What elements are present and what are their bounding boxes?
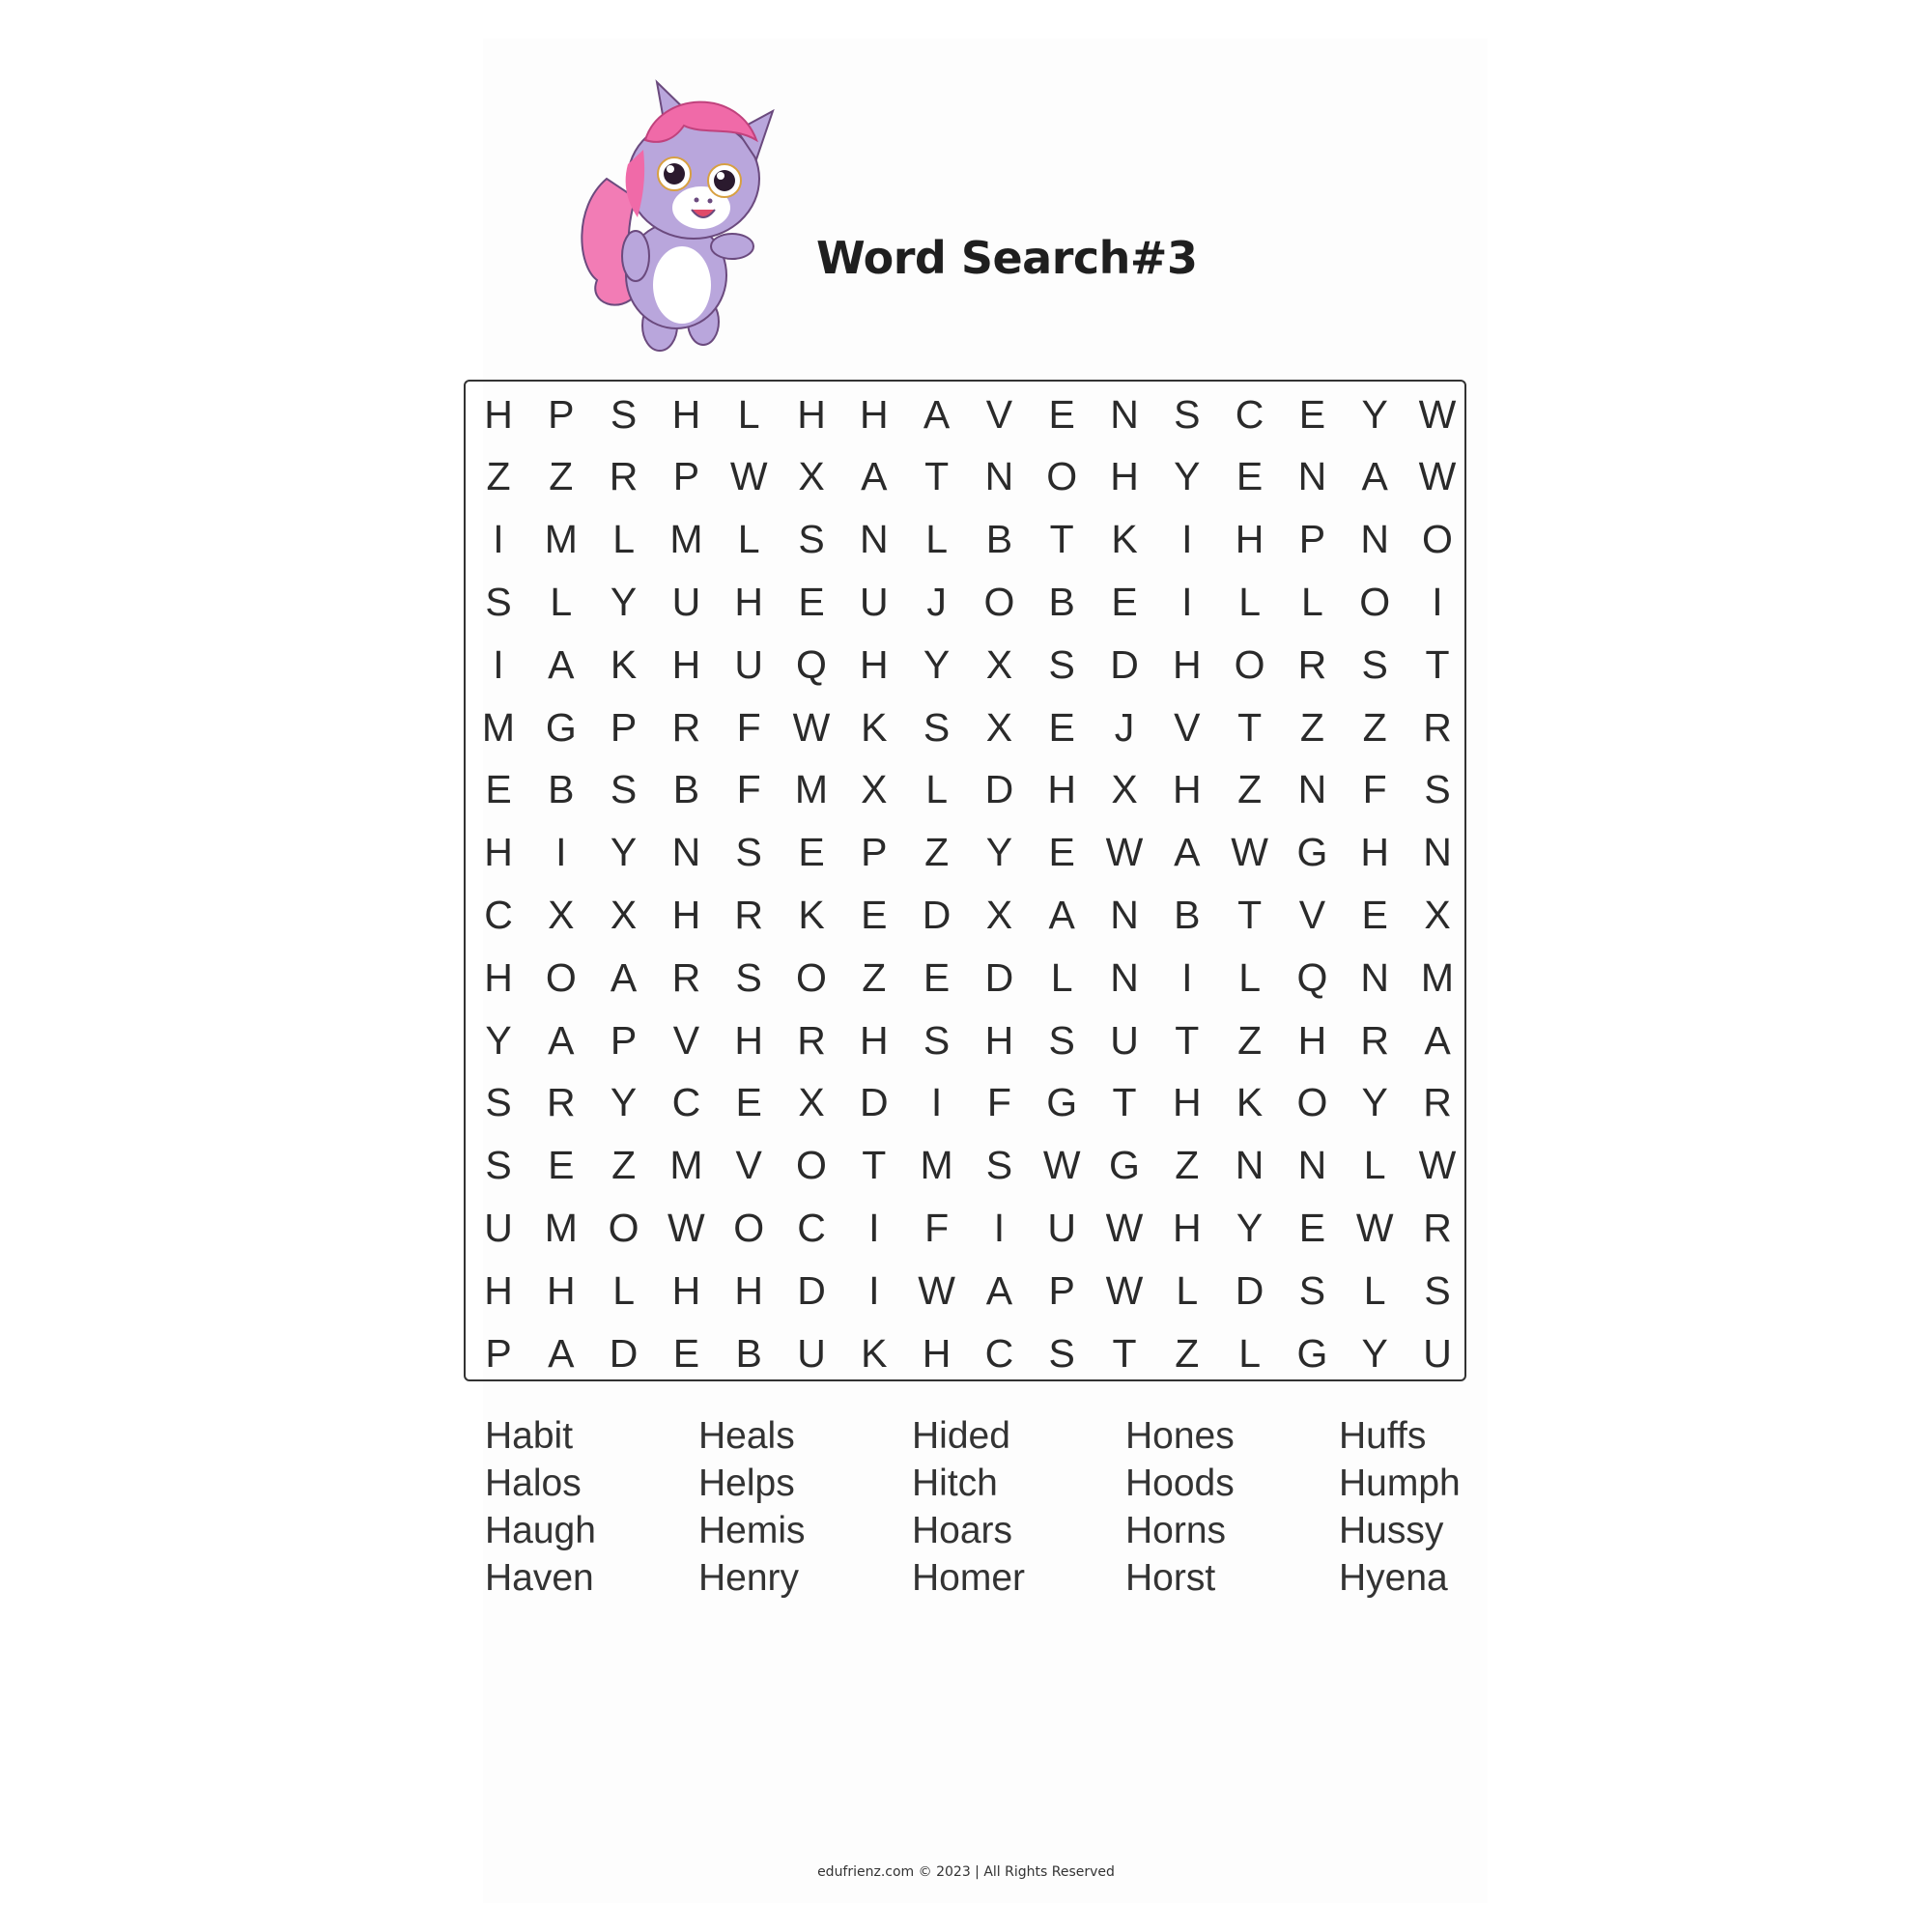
grid-letter[interactable]: L — [1300, 579, 1323, 624]
grid-letter[interactable]: H — [671, 641, 701, 687]
grid-letter[interactable]: P — [861, 830, 888, 875]
grid-letter[interactable]: J — [926, 579, 947, 624]
grid-letter[interactable]: H — [546, 1267, 576, 1313]
grid-letter[interactable]: U — [1423, 1330, 1452, 1376]
grid-letter[interactable]: N — [1297, 767, 1327, 812]
grid-letter[interactable]: W — [1105, 830, 1144, 875]
grid-letter[interactable]: Y — [1174, 454, 1201, 499]
grid-letter[interactable]: W — [668, 1205, 705, 1250]
grid-letter[interactable]: F — [1362, 767, 1387, 812]
grid-letter[interactable]: X — [1111, 767, 1138, 812]
grid-letter[interactable]: B — [672, 767, 700, 812]
grid-letter[interactable]: Q — [796, 641, 827, 687]
grid-letter[interactable]: H — [1235, 517, 1264, 562]
grid-letter[interactable]: W — [1355, 1205, 1394, 1250]
grid-letter[interactable]: R — [1423, 704, 1452, 750]
grid-letter[interactable]: E — [548, 1143, 575, 1188]
grid-letter[interactable]: B — [548, 767, 575, 812]
grid-letter[interactable]: M — [669, 517, 703, 562]
grid-letter[interactable]: K — [610, 641, 638, 687]
grid-letter[interactable]: D — [609, 1330, 639, 1376]
grid-letter[interactable]: N — [1110, 954, 1139, 1000]
grid-letter[interactable]: I — [493, 517, 504, 562]
grid-letter[interactable]: H — [671, 892, 701, 937]
grid-letter[interactable]: Z — [1175, 1143, 1200, 1188]
grid-letter[interactable]: M — [544, 517, 578, 562]
grid-letter[interactable]: O — [1422, 517, 1453, 562]
grid-letter[interactable]: H — [484, 954, 513, 1000]
grid-letter[interactable]: Q — [1296, 954, 1328, 1000]
grid-letter[interactable]: L — [1238, 579, 1261, 624]
grid-letter[interactable]: P — [672, 454, 700, 499]
grid-letter[interactable]: V — [1174, 704, 1201, 750]
grid-letter[interactable]: X — [610, 892, 638, 937]
grid-letter[interactable]: L — [925, 517, 948, 562]
grid-letter[interactable]: O — [1359, 579, 1391, 624]
grid-letter[interactable]: E — [798, 579, 825, 624]
grid-letter[interactable]: F — [986, 1080, 1011, 1125]
grid-letter[interactable]: C — [984, 1330, 1014, 1376]
grid-letter[interactable]: S — [1174, 391, 1201, 437]
grid-letter[interactable]: B — [735, 1330, 762, 1376]
copyright-footer: edufrienz.com © 2023 | All Rights Reserved — [817, 1864, 1115, 1880]
grid-letter[interactable]: I — [1181, 517, 1193, 562]
grid-letter[interactable]: V — [735, 1143, 762, 1188]
grid-letter[interactable]: E — [1298, 1205, 1326, 1250]
grid-letter[interactable]: A — [1361, 454, 1388, 499]
grid-letter[interactable]: H — [1297, 1017, 1327, 1063]
grid-letter[interactable]: E — [1048, 704, 1075, 750]
grid-letter[interactable]: L — [737, 517, 760, 562]
grid-letter[interactable]: P — [548, 391, 575, 437]
grid-letter[interactable]: Y — [610, 579, 638, 624]
grid-letter[interactable]: L — [1050, 954, 1073, 1000]
grid-letter[interactable]: Y — [485, 1017, 512, 1063]
grid-letter[interactable]: N — [859, 517, 889, 562]
grid-letter[interactable]: O — [796, 1143, 827, 1188]
grid-letter[interactable]: S — [798, 517, 825, 562]
grid-letter[interactable]: M — [794, 767, 829, 812]
grid-letter[interactable]: E — [1298, 391, 1326, 437]
grid-letter[interactable]: D — [984, 954, 1014, 1000]
word-list-item: Homer — [912, 1557, 1026, 1599]
grid-letter[interactable]: K — [1111, 517, 1138, 562]
grid-letter[interactable]: S — [923, 704, 951, 750]
grid-letter[interactable]: S — [985, 1143, 1013, 1188]
grid-letter[interactable]: T — [862, 1143, 887, 1188]
word-list-item: Habit — [485, 1415, 574, 1457]
grid-letter[interactable]: V — [672, 1017, 700, 1063]
grid-letter[interactable]: J — [1114, 704, 1135, 750]
grid-letter[interactable]: I — [868, 1205, 880, 1250]
grid-letter[interactable]: F — [924, 1205, 950, 1250]
grid-letter[interactable]: W — [1231, 830, 1268, 875]
grid-letter[interactable]: Y — [610, 830, 638, 875]
grid-letter[interactable]: A — [861, 454, 888, 499]
word-list-item: Haven — [485, 1557, 594, 1599]
word-list-item: Hemis — [698, 1510, 806, 1551]
grid-letter[interactable]: O — [733, 1205, 765, 1250]
grid-letter[interactable]: H — [1172, 767, 1202, 812]
grid-letter[interactable]: A — [610, 954, 638, 1000]
grid-letter[interactable]: E — [923, 954, 951, 1000]
word-list-item: Helps — [698, 1463, 795, 1504]
word-list-item: Hoars — [912, 1510, 1013, 1551]
grid-letter[interactable]: Z — [486, 454, 511, 499]
grid-letter[interactable]: H — [734, 1267, 763, 1313]
grid-letter[interactable]: I — [555, 830, 567, 875]
grid-letter[interactable]: W — [918, 1267, 955, 1313]
grid-letter[interactable]: L — [1363, 1143, 1386, 1188]
grid-letter[interactable]: D — [1110, 641, 1139, 687]
grid-letter[interactable]: N — [671, 830, 701, 875]
grid-letter[interactable]: E — [861, 892, 888, 937]
grid-letter[interactable]: S — [735, 954, 762, 1000]
grid-letter[interactable]: G — [1296, 1330, 1328, 1376]
grid-letter[interactable]: A — [1424, 1017, 1451, 1063]
grid-letter[interactable]: I — [1181, 954, 1193, 1000]
grid-letter[interactable]: L — [1238, 954, 1261, 1000]
grid-letter[interactable]: O — [608, 1205, 639, 1250]
grid-letter[interactable]: D — [922, 892, 952, 937]
grid-letter[interactable]: R — [671, 704, 701, 750]
grid-letter[interactable]: P — [1298, 517, 1326, 562]
grid-letter[interactable]: Z — [549, 454, 574, 499]
grid-letter[interactable]: I — [930, 1080, 943, 1125]
grid-letter[interactable]: F — [736, 704, 761, 750]
grid-letter[interactable]: Z — [862, 954, 887, 1000]
word-list-item: Huffs — [1339, 1415, 1427, 1457]
grid-letter[interactable]: K — [861, 1330, 888, 1376]
grid-letter[interactable]: H — [1360, 830, 1389, 875]
grid-letter[interactable]: R — [734, 892, 763, 937]
grid-letter[interactable]: C — [797, 1205, 826, 1250]
grid-letter[interactable]: U — [1047, 1205, 1076, 1250]
grid-letter[interactable]: N — [1235, 1143, 1264, 1188]
grid-letter[interactable]: R — [1423, 1080, 1452, 1125]
grid-letter[interactable]: H — [859, 641, 889, 687]
grid-letter[interactable]: I — [1181, 579, 1193, 624]
grid-letter[interactable]: S — [1361, 641, 1388, 687]
grid-letter[interactable]: L — [1238, 1330, 1261, 1376]
grid-letter[interactable]: E — [798, 830, 825, 875]
word-list-item: Hoods — [1125, 1463, 1235, 1504]
grid-letter[interactable]: S — [1298, 1267, 1326, 1313]
grid-letter[interactable]: F — [736, 767, 761, 812]
grid-letter[interactable]: Y — [1236, 1205, 1264, 1250]
grid-letter[interactable]: S — [1048, 1017, 1075, 1063]
grid-letter[interactable]: O — [1234, 641, 1265, 687]
grid-letter[interactable]: E — [1236, 454, 1264, 499]
word-list — [485, 1415, 1490, 1608]
word-list-item: Humph — [1339, 1463, 1461, 1504]
grid-letter[interactable]: W — [792, 704, 831, 750]
grid-letter[interactable]: H — [484, 391, 513, 437]
grid-letter[interactable]: R — [1360, 1017, 1389, 1063]
grid-letter[interactable]: X — [798, 454, 825, 499]
grid-letter[interactable]: T — [1112, 1330, 1137, 1376]
grid-letter[interactable]: W — [1105, 1205, 1144, 1250]
grid-letter[interactable]: N — [1110, 892, 1139, 937]
grid-letter[interactable]: W — [1418, 454, 1457, 499]
grid-letter[interactable]: Y — [1361, 1080, 1388, 1125]
grid-letter[interactable]: U — [859, 579, 889, 624]
grid-letter[interactable]: H — [671, 1267, 701, 1313]
grid-letter[interactable]: A — [548, 1330, 575, 1376]
grid-letter[interactable]: N — [1423, 830, 1452, 875]
grid-letter[interactable]: S — [1048, 1330, 1075, 1376]
grid-letter[interactable]: N — [984, 454, 1014, 499]
grid-letter[interactable]: O — [1046, 454, 1078, 499]
grid-letter[interactable]: L — [1176, 1267, 1199, 1313]
grid-letter[interactable]: W — [1418, 1143, 1457, 1188]
grid-letter[interactable]: P — [485, 1330, 512, 1376]
grid-letter[interactable]: E — [1048, 391, 1075, 437]
grid-letter[interactable]: I — [1432, 579, 1443, 624]
grid-letter[interactable]: S — [1424, 767, 1451, 812]
grid-letter[interactable]: Y — [1361, 1330, 1388, 1376]
word-list-item: Haugh — [485, 1510, 596, 1551]
grid-letter[interactable]: A — [923, 391, 951, 437]
grid-letter[interactable]: H — [1172, 1205, 1202, 1250]
grid-letter[interactable]: S — [610, 767, 638, 812]
grid-letter[interactable]: Z — [1299, 704, 1324, 750]
grid-letter[interactable]: M — [1420, 954, 1455, 1000]
word-list-item: Hyena — [1339, 1557, 1448, 1599]
grid-letter[interactable]: T — [924, 454, 950, 499]
grid-letter[interactable]: I — [868, 1267, 880, 1313]
grid-letter[interactable]: S — [1048, 641, 1075, 687]
grid-letter[interactable]: N — [1360, 954, 1389, 1000]
grid-letter[interactable]: Z — [1175, 1330, 1200, 1376]
grid-letter[interactable]: X — [985, 892, 1013, 937]
grid-letter[interactable]: S — [485, 1143, 512, 1188]
grid-letter[interactable]: C — [484, 892, 513, 937]
grid-letter[interactable]: H — [1172, 1080, 1202, 1125]
grid-letter[interactable]: Z — [1237, 1017, 1263, 1063]
grid-letter[interactable]: N — [1110, 391, 1139, 437]
grid-letter[interactable]: T — [1425, 641, 1450, 687]
grid-letter[interactable]: U — [734, 641, 763, 687]
grid-letter[interactable]: Z — [1237, 767, 1263, 812]
page-title: Word Search#3 — [816, 232, 1198, 284]
grid-letter[interactable]: V — [1298, 892, 1326, 937]
grid-letter[interactable]: X — [548, 892, 575, 937]
grid-letter[interactable]: H — [984, 1017, 1014, 1063]
grid-letter[interactable]: R — [797, 1017, 826, 1063]
grid-letter[interactable]: X — [1424, 892, 1451, 937]
grid-letter[interactable]: L — [1363, 1267, 1386, 1313]
grid-letter[interactable]: L — [550, 579, 573, 624]
grid-letter[interactable]: U — [484, 1205, 513, 1250]
grid-letter[interactable]: H — [797, 391, 826, 437]
grid-letter[interactable]: H — [484, 1267, 513, 1313]
grid-letter[interactable]: S — [923, 1017, 951, 1063]
grid-letter[interactable]: D — [1235, 1267, 1264, 1313]
grid-letter[interactable]: Y — [985, 830, 1013, 875]
word-list-item: Hones — [1125, 1415, 1235, 1457]
grid-letter[interactable]: W — [1105, 1267, 1144, 1313]
grid-letter[interactable]: S — [485, 579, 512, 624]
grid-letter[interactable]: D — [859, 1080, 889, 1125]
grid-letter[interactable]: U — [671, 579, 701, 624]
word-list-item: Hussy — [1339, 1510, 1444, 1551]
grid-letter[interactable]: H — [734, 1017, 763, 1063]
word-list-item: Henry — [698, 1557, 800, 1599]
grid-letter[interactable]: Y — [923, 641, 951, 687]
grid-letter[interactable]: P — [610, 1017, 638, 1063]
grid-letter[interactable]: R — [546, 1080, 576, 1125]
grid-letter[interactable]: O — [1296, 1080, 1328, 1125]
grid-letter[interactable]: W — [1042, 1143, 1081, 1188]
grid-letter[interactable]: M — [481, 704, 516, 750]
grid-letter[interactable]: T — [1237, 892, 1263, 937]
grid-letter[interactable]: T — [1049, 517, 1074, 562]
pony-mascot-icon — [568, 72, 800, 357]
grid-letter[interactable]: W — [1418, 391, 1457, 437]
grid-letter[interactable]: R — [609, 454, 639, 499]
grid-letter[interactable]: H — [1172, 641, 1202, 687]
grid-letter[interactable]: H — [859, 391, 889, 437]
grid-letter[interactable]: T — [1237, 704, 1263, 750]
grid-letter[interactable]: H — [1047, 767, 1076, 812]
grid-letter[interactable]: A — [1048, 892, 1075, 937]
grid-letter[interactable]: B — [1048, 579, 1075, 624]
grid-letter[interactable]: X — [985, 641, 1013, 687]
grid-letter[interactable]: X — [861, 767, 888, 812]
grid-letter[interactable]: A — [548, 1017, 575, 1063]
grid-letter[interactable]: K — [861, 704, 888, 750]
word-list-item: Heals — [698, 1415, 795, 1457]
grid-letter[interactable]: D — [984, 767, 1014, 812]
word-list-item: Halos — [485, 1463, 582, 1504]
grid-letter[interactable]: O — [796, 954, 827, 1000]
grid-letter[interactable]: U — [797, 1330, 826, 1376]
grid-letter[interactable]: E — [485, 767, 512, 812]
grid-letter[interactable]: S — [610, 391, 638, 437]
grid-letter[interactable]: I — [993, 1205, 1006, 1250]
grid-letter[interactable]: L — [737, 391, 760, 437]
grid-letter[interactable]: H — [484, 830, 513, 875]
grid-letter[interactable]: S — [735, 830, 762, 875]
grid-letter[interactable]: Y — [1361, 391, 1388, 437]
grid-letter[interactable]: S — [1424, 1267, 1451, 1313]
grid-letter[interactable]: Z — [924, 830, 950, 875]
grid-letter[interactable]: R — [1297, 641, 1327, 687]
grid-letter[interactable]: G — [1046, 1080, 1078, 1125]
grid-letter[interactable]: S — [485, 1080, 512, 1125]
grid-letter[interactable]: N — [1297, 454, 1327, 499]
grid-letter[interactable]: K — [798, 892, 825, 937]
grid-letter[interactable]: H — [922, 1330, 952, 1376]
grid-letter[interactable]: D — [797, 1267, 826, 1313]
grid-letter[interactable]: C — [671, 1080, 701, 1125]
grid-letter[interactable]: Y — [610, 1080, 638, 1125]
grid-letter[interactable]: P — [1048, 1267, 1075, 1313]
grid-letter[interactable]: G — [1109, 1143, 1140, 1188]
grid-letter[interactable]: O — [983, 579, 1015, 624]
grid-letter[interactable]: E — [1111, 579, 1138, 624]
grid-letter[interactable]: B — [985, 517, 1013, 562]
grid-letter[interactable]: M — [544, 1205, 578, 1250]
grid-letter[interactable]: R — [1423, 1205, 1452, 1250]
grid-letter[interactable]: T — [1112, 1080, 1137, 1125]
grid-letter[interactable]: U — [1110, 1017, 1139, 1063]
grid-letter[interactable]: G — [1296, 830, 1328, 875]
word-list-item: Horst — [1125, 1557, 1216, 1599]
grid-letter[interactable]: T — [1175, 1017, 1200, 1063]
grid-letter[interactable]: N — [1297, 1143, 1327, 1188]
grid-letter[interactable]: L — [925, 767, 948, 812]
grid-letter[interactable]: B — [1174, 892, 1201, 937]
word-search-grid — [464, 380, 1466, 1381]
grid-letter[interactable]: I — [493, 641, 504, 687]
grid-letter[interactable]: W — [729, 454, 768, 499]
grid-letter[interactable]: C — [1235, 391, 1264, 437]
word-list-item: Hided — [912, 1415, 1010, 1457]
word-list-item: Horns — [1125, 1510, 1227, 1551]
grid-letter[interactable]: A — [548, 641, 575, 687]
grid-letter[interactable]: Z — [611, 1143, 637, 1188]
grid-letter[interactable]: H — [859, 1017, 889, 1063]
grid-letter[interactable]: V — [985, 391, 1013, 437]
grid-letter[interactable]: X — [985, 704, 1013, 750]
grid-letter[interactable]: X — [798, 1080, 825, 1125]
grid-letter[interactable]: H — [671, 391, 701, 437]
grid-letter[interactable]: N — [1360, 517, 1389, 562]
grid-letter[interactable]: Z — [1362, 704, 1387, 750]
grid-letter[interactable]: L — [612, 1267, 635, 1313]
grid-letter[interactable]: E — [1361, 892, 1388, 937]
grid-letter[interactable]: M — [669, 1143, 703, 1188]
grid-letter[interactable]: K — [1236, 1080, 1264, 1125]
grid-letter[interactable]: A — [985, 1267, 1013, 1313]
grid-letter[interactable]: H — [734, 579, 763, 624]
grid-letter[interactable]: L — [612, 517, 635, 562]
grid-letter[interactable]: O — [545, 954, 577, 1000]
word-list-item: Hitch — [912, 1463, 998, 1504]
grid-letter[interactable]: M — [920, 1143, 953, 1188]
grid-letter[interactable]: E — [672, 1330, 700, 1376]
grid-letter[interactable]: E — [1048, 830, 1075, 875]
grid-letter[interactable]: E — [735, 1080, 762, 1125]
grid-letter[interactable]: A — [1174, 830, 1201, 875]
grid-letter[interactable]: R — [671, 954, 701, 1000]
grid-letter[interactable]: H — [1110, 454, 1139, 499]
grid-letter[interactable]: P — [610, 704, 638, 750]
grid-letter[interactable]: G — [545, 704, 577, 750]
